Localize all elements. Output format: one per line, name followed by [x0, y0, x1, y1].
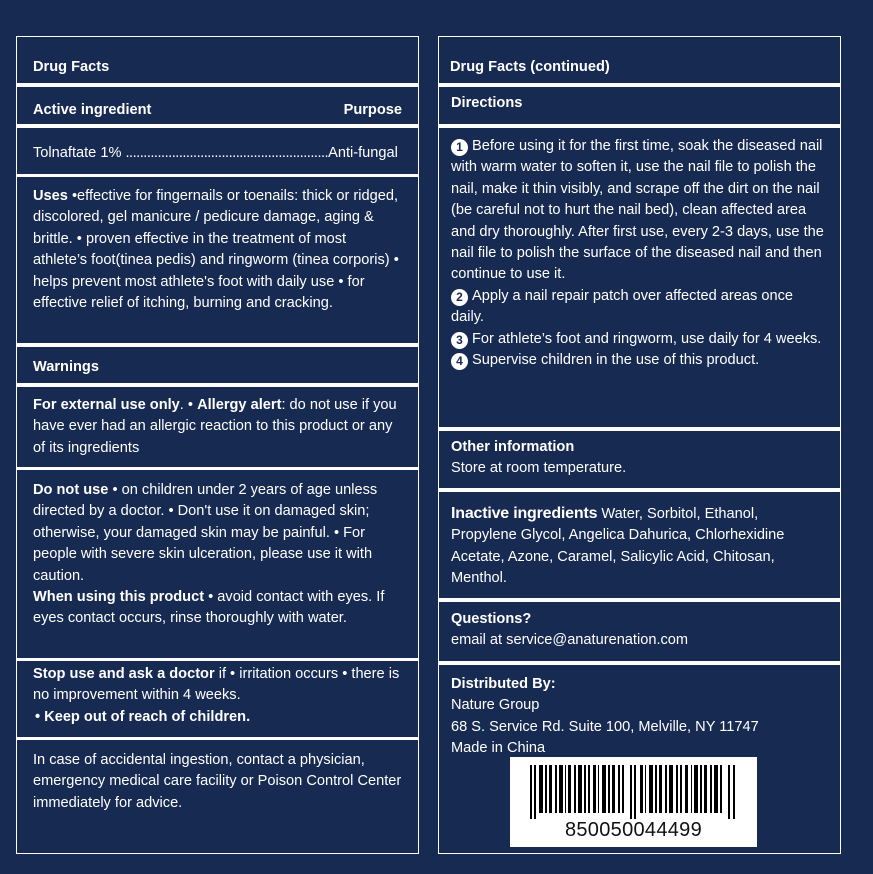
inactive-ingredients-text: Water, Sorbitol, Ethanol, Propylene Glycol, Angelica Dahurica, Chlorhexidine Acetate, Azone, Caramel, Salicylic Acid, Chitosan, Menthol.	[451, 506, 785, 587]
direction-step-text: Supervise children in the use of this product.	[472, 352, 760, 369]
do-not-use-section	[17, 480, 418, 630]
divider	[17, 174, 418, 177]
external-use-sep: . •	[179, 397, 198, 413]
allergy-text: : do not use if you have ever had an allergic reaction to this product or any of its ingredients	[33, 397, 397, 456]
direction-step	[451, 329, 826, 350]
stop-use-label: Stop use and ask a doctor	[33, 666, 215, 682]
active-ingredient-header	[17, 100, 418, 121]
uses-text: •effective for fingernails or toenails: thick or ridged, discolored, gel manicure / pedicure damage, aging & brittle. • proven effective in the treatment of most athlete’s foot(tinea pedis) and ringworm (tinea corporis) • helps prevent most athlete's foot with daily use • for effective relief of itching, burning and cracking.	[33, 188, 399, 312]
divider	[439, 124, 840, 128]
step-number-icon: 2	[451, 289, 468, 306]
divider	[439, 598, 840, 602]
external-use-section	[17, 395, 418, 459]
barcode-number: 850050044499	[564, 819, 703, 841]
distributor-address: 68 S. Service Rd. Suite 100, Melville, NY 11747	[451, 718, 759, 735]
other-information-section	[439, 437, 840, 480]
when-using-label: When using this product	[33, 589, 205, 606]
barcode	[510, 757, 757, 847]
inactive-ingredients-label: Inactive ingredients	[451, 505, 598, 522]
drug-facts-panel	[16, 36, 419, 854]
direction-step-text: Before using it for the first time, soak the diseased nail with warm water to soften it, use the nail file to polish the nail, make it thin visibly, and scrape off the dirt on the nail (be careful not to hurt the nail bed), clean affected area and dry thoroughly. After first use, every 2-3 days, use the nail file to polish the surface of the diseased nail and then continue to use it.	[451, 138, 824, 283]
distributor-section	[439, 674, 840, 760]
divider	[17, 83, 418, 87]
divider	[17, 343, 418, 347]
divider	[439, 488, 840, 492]
barcode-bars-icon	[530, 765, 737, 819]
divider	[17, 737, 418, 740]
allergy-label: Allergy alert	[197, 397, 282, 413]
directions-label: Directions	[451, 95, 523, 111]
divider	[17, 124, 418, 128]
ingredient-name: Tolnaftate 1%	[33, 145, 122, 161]
divider	[439, 661, 840, 665]
made-in-text: Made in China	[451, 740, 546, 757]
do-not-use-label: Do not use	[33, 482, 109, 498]
uses-section	[17, 186, 418, 314]
ingestion-text: In case of accidental ingestion, contact a physician, emergency medical care facility or Poison Control Center immediately for advice.	[33, 752, 402, 811]
inactive-ingredients-section	[439, 503, 840, 590]
other-info-text: Store at room temperature.	[451, 460, 627, 477]
ingredient-dots: .........................................................	[125, 145, 329, 161]
external-use-label: For external use only	[33, 397, 180, 413]
distributed-by-label: Distributed By:	[451, 676, 556, 692]
direction-step	[451, 350, 826, 371]
direction-step-text: For athlete’s foot and ringworm, use daily for 4 weeks.	[472, 330, 822, 347]
questions-email[interactable]: email at service@anaturenation.com	[451, 632, 689, 649]
keep-out-label: • Keep out of reach of children.	[35, 708, 251, 725]
step-number-icon: 4	[451, 353, 468, 370]
distributor-name: Nature Group	[451, 697, 540, 714]
divider	[17, 658, 418, 661]
questions-section	[439, 609, 840, 652]
active-ingredient-label: Active ingredient	[33, 102, 152, 118]
divider	[17, 383, 418, 387]
direction-step	[451, 136, 826, 286]
stop-use-section	[17, 664, 418, 728]
drug-facts-title: Drug Facts	[33, 59, 110, 75]
direction-step	[451, 286, 826, 329]
divider	[439, 83, 840, 87]
ingredient-purpose: Anti-fungal	[328, 145, 398, 161]
when-using-text: • avoid contact with eyes. If eyes contact occurs, rinse thoroughly with water.	[33, 589, 385, 627]
questions-label: Questions?	[451, 611, 532, 627]
divider	[439, 427, 840, 431]
drug-facts-continued-panel	[438, 36, 841, 854]
direction-step-text: Apply a nail repair patch over affected areas once daily.	[451, 287, 793, 326]
step-number-icon: 3	[451, 332, 468, 349]
active-ingredient-row	[17, 143, 418, 164]
purpose-label: Purpose	[343, 102, 402, 118]
warnings-label: Warnings	[33, 359, 99, 375]
do-not-use-text: • on children under 2 years of age unless directed by a doctor. • Don't use it on damaged skin; otherwise, your damaged skin may be painful. • For people with severe skin ulceration, please use it with caution.	[33, 482, 378, 584]
stop-use-text: if • irritation occurs • there is no improvement within 4 weeks.	[33, 666, 400, 704]
uses-label: Uses	[33, 188, 68, 204]
directions-list	[439, 136, 840, 371]
other-info-label: Other information	[451, 439, 575, 455]
divider	[17, 467, 418, 470]
drug-facts-continued-title: Drug Facts (continued)	[450, 59, 610, 75]
step-number-icon: 1	[451, 139, 468, 156]
